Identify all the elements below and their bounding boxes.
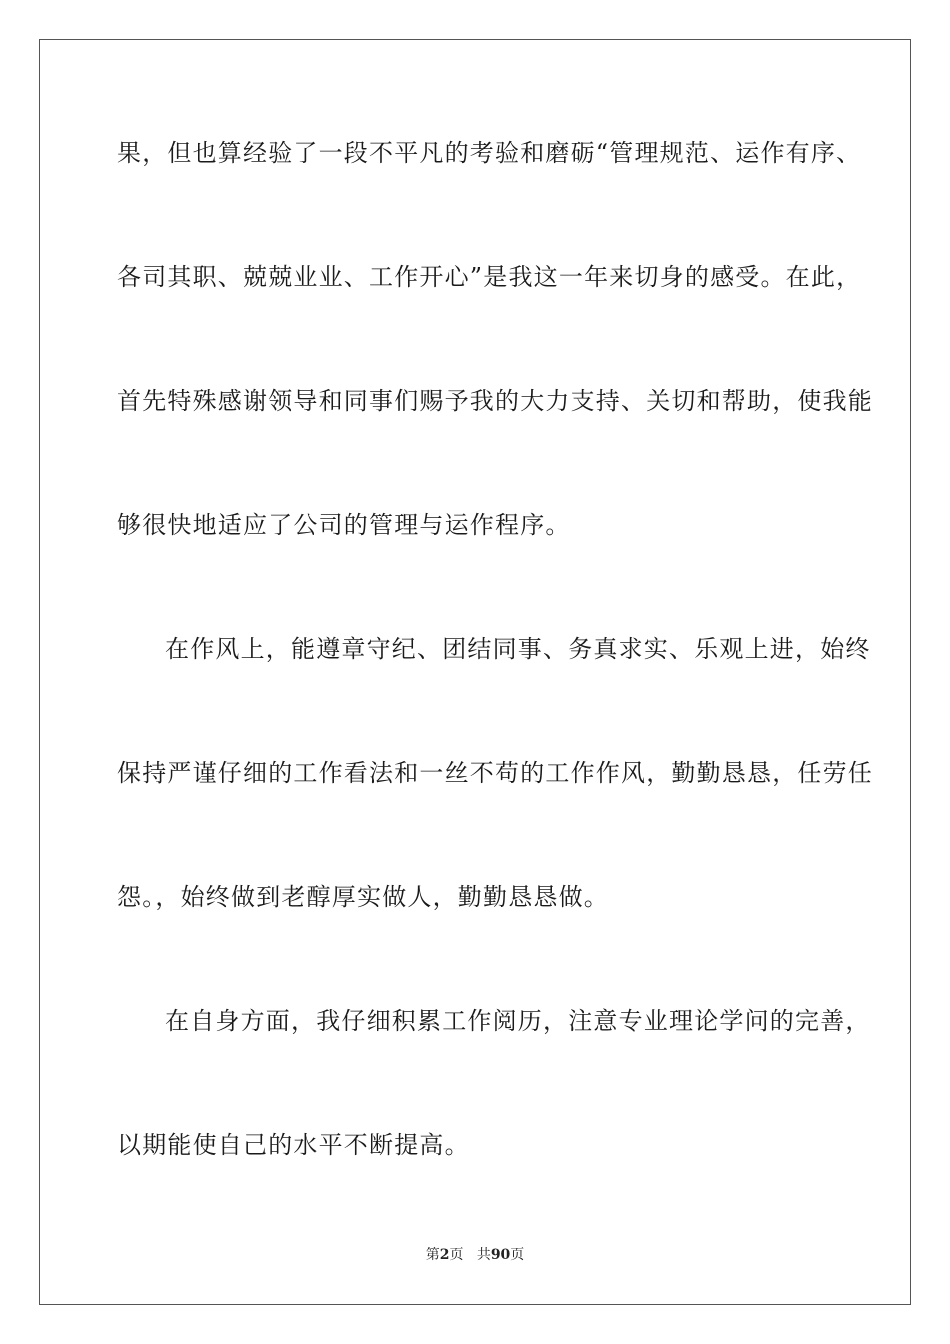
total-suffix: 页 [510, 1247, 525, 1263]
page-number: 2 [439, 1247, 450, 1263]
body-text-line: 首先特殊感谢领导和同事们赐予我的大力支持、关切和帮助，使我能 [117, 387, 873, 415]
total-prefix: 共 [476, 1247, 491, 1263]
paragraph-start-line: 在作风上，能遵章守纪、团结同事、务真求实、乐观上进，始终 [165, 635, 871, 663]
page-suffix: 页 [449, 1247, 464, 1263]
body-text-line: 怨。，始终做到老醇厚实做人，勤勤恳恳做。 [117, 883, 609, 911]
page-prefix: 第 [425, 1247, 440, 1263]
body-text-line: 以期能使自己的水平不断提高。 [117, 1131, 470, 1159]
body-text-line: 够很快地适应了公司的管理与运作程序。 [117, 511, 571, 539]
body-text-line: 各司其职、兢兢业业、工作开心”是我这一年来切身的感受。在此， [117, 263, 862, 291]
total-pages: 90 [490, 1247, 511, 1263]
paragraph-start-line: 在自身方面，我仔细积累工作阅历，注意专业理论学问的完善， [165, 1007, 871, 1035]
page-frame [39, 39, 911, 1305]
page-footer [0, 1245, 950, 1265]
body-text-line: 保持严谨仔细的工作看法和一丝不苟的工作作风，勤勤恳恳，任劳任 [117, 759, 873, 787]
body-text-line: 果，但也算经验了一段不平凡的考验和磨砺“管理规范、运作有序、 [117, 139, 862, 167]
